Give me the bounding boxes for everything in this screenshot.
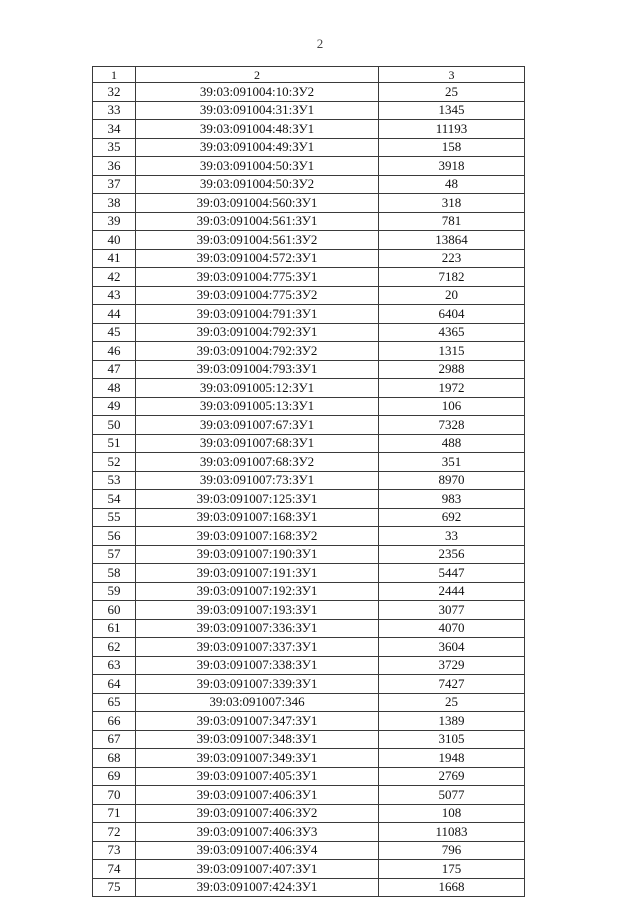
cadastral-id-cell: 39:03:091004:31:ЗУ1: [136, 101, 379, 120]
row-number-cell: 56: [93, 527, 136, 546]
area-cell: 158: [379, 138, 525, 157]
cadastral-id-cell: 39:03:091007:68:ЗУ1: [136, 434, 379, 453]
cadastral-id-cell: 39:03:091004:775:ЗУ1: [136, 268, 379, 287]
row-number-cell: 61: [93, 619, 136, 638]
area-cell: 106: [379, 397, 525, 416]
cadastral-id-cell: 39:03:091007:168:ЗУ2: [136, 527, 379, 546]
row-number-cell: 46: [93, 342, 136, 361]
area-cell: 796: [379, 841, 525, 860]
table-row: [93, 693, 525, 712]
row-number-cell: 32: [93, 83, 136, 102]
row-number-cell: 58: [93, 564, 136, 583]
area-cell: 2356: [379, 545, 525, 564]
area-cell: 8970: [379, 471, 525, 490]
table-row: [93, 434, 525, 453]
row-number-cell: 74: [93, 860, 136, 879]
table-body: [93, 83, 525, 897]
cadastral-id-cell: 39:03:091007:67:ЗУ1: [136, 416, 379, 435]
row-number-cell: 42: [93, 268, 136, 287]
row-number-cell: 47: [93, 360, 136, 379]
area-cell: 11193: [379, 120, 525, 139]
row-number-cell: 38: [93, 194, 136, 213]
cadastral-id-cell: 39:03:091004:775:ЗУ2: [136, 286, 379, 305]
cadastral-id-cell: 39:03:091004:793:ЗУ1: [136, 360, 379, 379]
area-cell: 3105: [379, 730, 525, 749]
table-row: [93, 305, 525, 324]
table-row: [93, 675, 525, 694]
area-cell: 4365: [379, 323, 525, 342]
cadastral-id-cell: 39:03:091007:346: [136, 693, 379, 712]
cadastral-id-cell: 39:03:091007:338:ЗУ1: [136, 656, 379, 675]
row-number-cell: 71: [93, 804, 136, 823]
table-row: [93, 878, 525, 897]
cadastral-id-cell: 39:03:091005:12:ЗУ1: [136, 379, 379, 398]
area-cell: 11083: [379, 823, 525, 842]
cadastral-id-cell: 39:03:091007:73:ЗУ1: [136, 471, 379, 490]
row-number-cell: 43: [93, 286, 136, 305]
area-cell: 2988: [379, 360, 525, 379]
table-row: [93, 268, 525, 287]
area-cell: 1972: [379, 379, 525, 398]
table-row: [93, 453, 525, 472]
row-number-cell: 52: [93, 453, 136, 472]
cadastral-id-cell: 39:03:091007:406:ЗУ4: [136, 841, 379, 860]
row-number-cell: 55: [93, 508, 136, 527]
row-number-cell: 49: [93, 397, 136, 416]
area-cell: 351: [379, 453, 525, 472]
table-row: [93, 804, 525, 823]
area-cell: 3077: [379, 601, 525, 620]
row-number-cell: 65: [93, 693, 136, 712]
area-cell: 983: [379, 490, 525, 509]
cadastral-id-cell: 39:03:091004:50:ЗУ2: [136, 175, 379, 194]
row-number-cell: 75: [93, 878, 136, 897]
table-row: [93, 841, 525, 860]
row-number-cell: 48: [93, 379, 136, 398]
row-number-cell: 41: [93, 249, 136, 268]
land-plot-table: [92, 66, 525, 897]
cadastral-id-cell: 39:03:091007:405:ЗУ1: [136, 767, 379, 786]
row-number-cell: 69: [93, 767, 136, 786]
table-header: [93, 67, 525, 83]
row-number-cell: 66: [93, 712, 136, 731]
area-cell: 6404: [379, 305, 525, 324]
cadastral-id-cell: 39:03:091007:168:ЗУ1: [136, 508, 379, 527]
area-cell: 5077: [379, 786, 525, 805]
area-cell: 1345: [379, 101, 525, 120]
table-row: [93, 545, 525, 564]
row-number-cell: 67: [93, 730, 136, 749]
row-number-cell: 54: [93, 490, 136, 509]
area-cell: 3604: [379, 638, 525, 657]
table-row: [93, 730, 525, 749]
row-number-cell: 68: [93, 749, 136, 768]
area-cell: 175: [379, 860, 525, 879]
table-row: [93, 416, 525, 435]
area-cell: 48: [379, 175, 525, 194]
row-number-cell: 35: [93, 138, 136, 157]
column-header-area: 3: [379, 67, 525, 83]
cadastral-id-cell: 39:03:091004:791:ЗУ1: [136, 305, 379, 324]
table-row: [93, 194, 525, 213]
table-row: [93, 490, 525, 509]
table-row: [93, 638, 525, 657]
table-row: [93, 397, 525, 416]
cadastral-id-cell: 39:03:091004:572:ЗУ1: [136, 249, 379, 268]
cadastral-id-cell: 39:03:091007:347:ЗУ1: [136, 712, 379, 731]
table-row: [93, 656, 525, 675]
table-row: [93, 582, 525, 601]
row-number-cell: 62: [93, 638, 136, 657]
cadastral-id-cell: 39:03:091007:68:ЗУ2: [136, 453, 379, 472]
row-number-cell: 73: [93, 841, 136, 860]
table-row: [93, 231, 525, 250]
area-cell: 1948: [379, 749, 525, 768]
cadastral-id-cell: 39:03:091007:348:ЗУ1: [136, 730, 379, 749]
area-cell: 1389: [379, 712, 525, 731]
table-row: [93, 120, 525, 139]
area-cell: 108: [379, 804, 525, 823]
cadastral-id-cell: 39:03:091004:561:ЗУ2: [136, 231, 379, 250]
cadastral-id-cell: 39:03:091007:406:ЗУ1: [136, 786, 379, 805]
table-row: [93, 823, 525, 842]
table-header-row: [93, 67, 525, 83]
cadastral-id-cell: 39:03:091007:406:ЗУ3: [136, 823, 379, 842]
area-cell: 692: [379, 508, 525, 527]
row-number-cell: 64: [93, 675, 136, 694]
row-number-cell: 53: [93, 471, 136, 490]
area-cell: 1315: [379, 342, 525, 361]
cadastral-id-cell: 39:03:091007:339:ЗУ1: [136, 675, 379, 694]
cadastral-id-cell: 39:03:091007:190:ЗУ1: [136, 545, 379, 564]
table-row: [93, 527, 525, 546]
row-number-cell: 51: [93, 434, 136, 453]
row-number-cell: 36: [93, 157, 136, 176]
cadastral-id-cell: 39:03:091004:792:ЗУ1: [136, 323, 379, 342]
area-cell: 223: [379, 249, 525, 268]
area-cell: 3729: [379, 656, 525, 675]
column-header-number: 1: [93, 67, 136, 83]
cadastral-id-cell: 39:03:091004:561:ЗУ1: [136, 212, 379, 231]
area-cell: 2769: [379, 767, 525, 786]
table-row: [93, 601, 525, 620]
row-number-cell: 63: [93, 656, 136, 675]
table-row: [93, 323, 525, 342]
column-header-cadastral-id: 2: [136, 67, 379, 83]
row-number-cell: 40: [93, 231, 136, 250]
area-cell: 33: [379, 527, 525, 546]
table-row: [93, 786, 525, 805]
area-cell: 3918: [379, 157, 525, 176]
table-row: [93, 212, 525, 231]
cadastral-id-cell: 39:03:091004:50:ЗУ1: [136, 157, 379, 176]
page-number: 2: [316, 36, 324, 51]
row-number-cell: 72: [93, 823, 136, 842]
cadastral-id-cell: 39:03:091007:407:ЗУ1: [136, 860, 379, 879]
row-number-cell: 34: [93, 120, 136, 139]
cadastral-id-cell: 39:03:091007:424:ЗУ1: [136, 878, 379, 897]
area-cell: 13864: [379, 231, 525, 250]
cadastral-id-cell: 39:03:091007:192:ЗУ1: [136, 582, 379, 601]
table-row: [93, 175, 525, 194]
cadastral-id-cell: 39:03:091004:10:ЗУ2: [136, 83, 379, 102]
row-number-cell: 70: [93, 786, 136, 805]
area-cell: 4070: [379, 619, 525, 638]
table-row: [93, 860, 525, 879]
cadastral-id-cell: 39:03:091005:13:ЗУ1: [136, 397, 379, 416]
table-row: [93, 83, 525, 102]
table-row: [93, 767, 525, 786]
area-cell: 488: [379, 434, 525, 453]
table-row: [93, 471, 525, 490]
row-number-cell: 60: [93, 601, 136, 620]
area-cell: 25: [379, 83, 525, 102]
table-row: [93, 749, 525, 768]
table-row: [93, 360, 525, 379]
area-cell: 781: [379, 212, 525, 231]
table-row: [93, 157, 525, 176]
table-row: [93, 101, 525, 120]
table-row: [93, 379, 525, 398]
cadastral-id-cell: 39:03:091007:191:ЗУ1: [136, 564, 379, 583]
area-cell: 25: [379, 693, 525, 712]
cadastral-id-cell: 39:03:091004:792:ЗУ2: [136, 342, 379, 361]
cadastral-id-cell: 39:03:091007:336:ЗУ1: [136, 619, 379, 638]
table-row: [93, 564, 525, 583]
cadastral-id-cell: 39:03:091004:560:ЗУ1: [136, 194, 379, 213]
row-number-cell: 57: [93, 545, 136, 564]
table-row: [93, 249, 525, 268]
row-number-cell: 33: [93, 101, 136, 120]
row-number-cell: 50: [93, 416, 136, 435]
area-cell: 2444: [379, 582, 525, 601]
table-row: [93, 286, 525, 305]
cadastral-id-cell: 39:03:091007:337:ЗУ1: [136, 638, 379, 657]
table-row: [93, 508, 525, 527]
area-cell: 7328: [379, 416, 525, 435]
area-cell: 318: [379, 194, 525, 213]
cadastral-id-cell: 39:03:091004:49:ЗУ1: [136, 138, 379, 157]
row-number-cell: 44: [93, 305, 136, 324]
row-number-cell: 37: [93, 175, 136, 194]
area-cell: 7427: [379, 675, 525, 694]
cadastral-id-cell: 39:03:091007:193:ЗУ1: [136, 601, 379, 620]
area-cell: 20: [379, 286, 525, 305]
table-row: [93, 712, 525, 731]
row-number-cell: 39: [93, 212, 136, 231]
cadastral-id-cell: 39:03:091007:125:ЗУ1: [136, 490, 379, 509]
cadastral-id-cell: 39:03:091007:349:ЗУ1: [136, 749, 379, 768]
area-cell: 5447: [379, 564, 525, 583]
row-number-cell: 59: [93, 582, 136, 601]
area-cell: 7182: [379, 268, 525, 287]
cadastral-id-cell: 39:03:091007:406:ЗУ2: [136, 804, 379, 823]
table-row: [93, 619, 525, 638]
table-row: [93, 342, 525, 361]
area-cell: 1668: [379, 878, 525, 897]
cadastral-id-cell: 39:03:091004:48:ЗУ1: [136, 120, 379, 139]
row-number-cell: 45: [93, 323, 136, 342]
table-row: [93, 138, 525, 157]
